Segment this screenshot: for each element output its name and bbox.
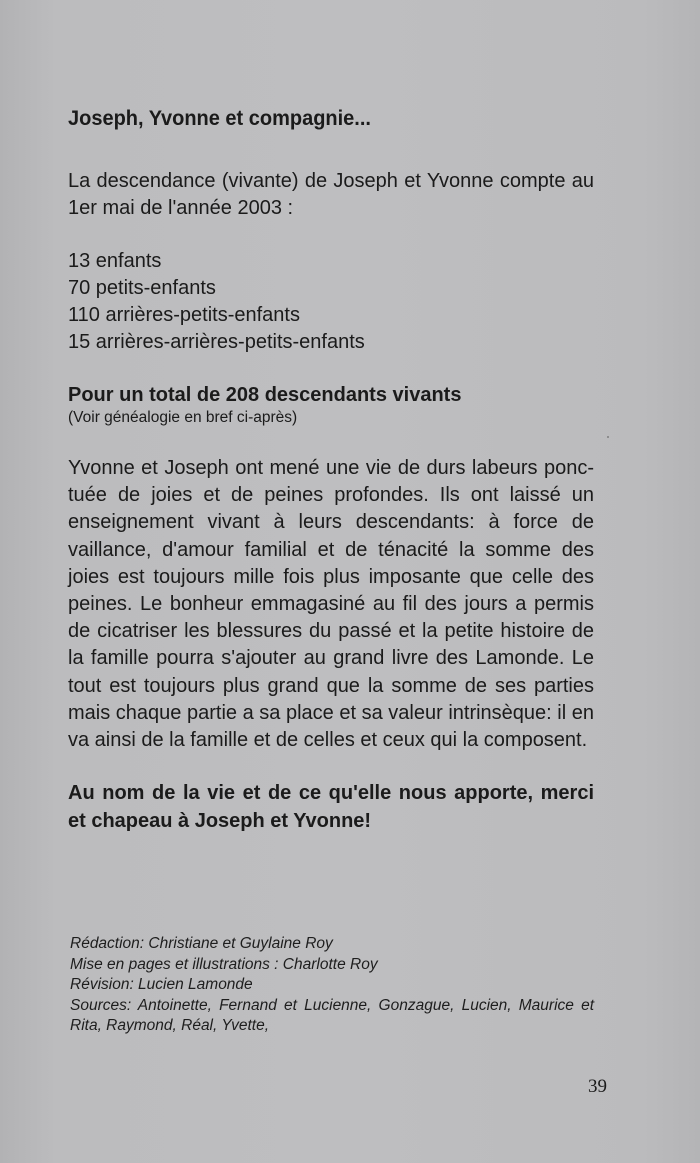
intro-paragraph: La descendance (vivante) de Joseph et Yvonne compte au 1er mai de l'année 2003 : bbox=[68, 170, 594, 219]
count-grandchildren: 70 petits-enfants bbox=[68, 277, 216, 299]
closing-statement: Au nom de la vie et de ce qu'elle nous apporte, merci et chapeau à Joseph et Yvonne! bbox=[68, 782, 594, 833]
page-content bbox=[68, 104, 594, 835]
descendant-counts bbox=[68, 248, 594, 356]
count-great-great-grandchildren: 15 arrières-arrières-petits-enfants bbox=[68, 331, 365, 353]
genealogy-note: (Voir généalogie en bref ci-après) bbox=[68, 409, 298, 426]
credit-revision: Révision: Lucien Lamonde bbox=[70, 976, 253, 993]
credit-sources: Sources: Antoinette, Fernand et Lucienne, Gonzague, Lucien, Maurice et Rita, Raymond, Réal, Yvette, bbox=[70, 996, 594, 1034]
tribute-paragraph: Yvonne et Joseph ont mené une vie de durs labeurs ponctuée de joies et de peines profondes. Ils ont laissé un enseignement vivant à leurs descendants: à force de vaillance, d'amour familial et de ténacité la somme des joies est toujours mille fois plus imposante que celle des peines. Le bonheur emmagasiné au fil des jours a permis de cicatriser les blessures du passé et la petite histoire de la famille pourra s'ajouter au grand livre des Lamonde. Le tout est toujours plus grand que la somme de ses parties mais chaque partie a sa place et sa valeur intrinsèque: il en va ainsi de la famille et de celles et ceux qui la composent. bbox=[68, 457, 594, 752]
total-descendants: Pour un total de 208 descendants vivants bbox=[68, 384, 462, 406]
paper-speck bbox=[607, 436, 609, 438]
page-number: 39 bbox=[588, 1076, 607, 1097]
credit-layout: Mise en pages et illustrations : Charlotte Roy bbox=[70, 955, 378, 973]
credits-block bbox=[70, 934, 594, 1037]
page-title: Joseph, Yvonne et compagnie... bbox=[68, 106, 371, 130]
credit-redaction: Rédaction: Christiane et Guylaine Roy bbox=[70, 935, 333, 952]
count-children: 13 enfants bbox=[68, 250, 162, 272]
count-great-grandchildren: 110 arrières-petits-enfants bbox=[68, 304, 300, 326]
